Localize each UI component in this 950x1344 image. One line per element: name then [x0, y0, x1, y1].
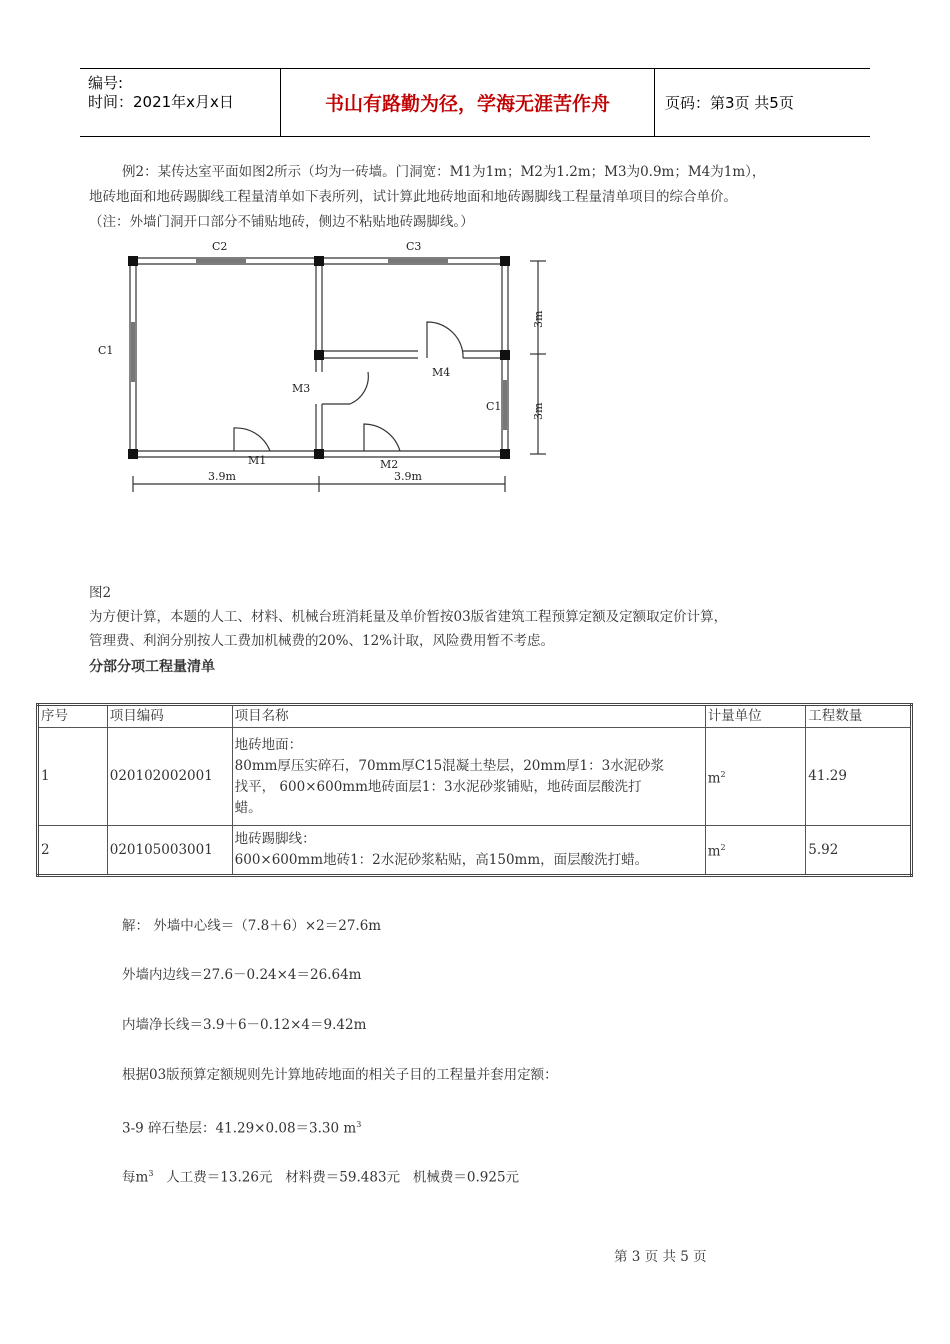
page-header — [80, 68, 870, 137]
page-info-text: 页码：第3页 共5页 — [665, 94, 794, 112]
header-meta — [80, 69, 281, 136]
column — [128, 449, 138, 459]
solution-line-3: 内墙净长线＝3.9＋6－0.12×4＝9.42m — [122, 1017, 367, 1033]
quantity-table — [36, 703, 913, 877]
solution-line-6 — [122, 1165, 519, 1187]
label-c1-right: C1 — [486, 400, 502, 413]
row-name-line: 80mm厚压实碎石，70mm厚C15混凝土垫层，20mm厚1：3水泥砂浆 — [234, 757, 665, 774]
row-name — [232, 728, 705, 826]
row-qty: 5.92 — [806, 826, 912, 876]
row-name-line: 地砖地面： — [234, 736, 303, 753]
figure-caption: 图2 — [89, 585, 112, 601]
column — [128, 256, 138, 266]
label-m3: M3 — [292, 382, 311, 395]
label-dim-v1: 3m — [532, 310, 545, 328]
column — [500, 449, 510, 459]
row-name-line: 蜡。 — [234, 799, 262, 816]
unit-text: m — [707, 843, 721, 860]
window-c3 — [388, 259, 448, 263]
window-c2 — [196, 259, 246, 263]
time-label: 时间：2021年x月x日 — [88, 93, 234, 111]
code-label: 编号: — [88, 74, 124, 92]
solution-line-5 — [122, 1116, 361, 1138]
door-m4-arc — [427, 322, 463, 358]
door-m3-arc — [322, 372, 368, 404]
row-name-line: 600×600mm地砖1：2水泥砂浆粘贴，高150mm，面层酸洗打蜡。 — [234, 852, 649, 868]
door-m1-arc — [234, 428, 270, 451]
header-no: 序号 — [38, 705, 108, 728]
header-page-info — [655, 69, 870, 136]
label-c1: C1 — [98, 344, 114, 357]
label-dim-v2: 3m — [532, 402, 545, 420]
row-no: 1 — [38, 728, 108, 826]
solution-line-1: 解： 外墙中心线＝（7.8＋6）×2＝27.6m — [122, 918, 382, 934]
solution-line-5-sup: 3 — [356, 1120, 362, 1129]
intro-line-1: 例2：某传达室平面如图2所示（均为一砖墙。门洞宽：M1为1m；M2为1.2m；M3为0.9m；M4为1m）， — [122, 164, 766, 180]
row-code: 020102002001 — [107, 728, 232, 826]
unit-sup: 2 — [720, 769, 726, 779]
solution-line-6-text: 人工费＝13.26元 材料费＝59.483元 机械费＝0.925元 — [153, 1169, 520, 1186]
unit-text: m — [707, 770, 721, 787]
solution-line-2: 外墙内边线＝27.6－0.24×4＝26.64m — [122, 967, 362, 983]
header-qty: 工程数量 — [806, 705, 912, 728]
header-code: 项目编码 — [107, 705, 232, 728]
header-name: 项目名称 — [232, 705, 705, 728]
table-title: 分部分项工程量清单 — [89, 659, 215, 675]
column — [500, 256, 510, 266]
unit-sup: 2 — [720, 843, 726, 853]
row-qty: 41.29 — [806, 728, 912, 826]
label-m4: M4 — [432, 366, 451, 379]
column — [314, 350, 324, 360]
solution-line-6-sup: 3 — [148, 1169, 154, 1178]
solution-line-4: 根据03版预算定额规则先计算地砖地面的相关子目的工程量并套用定额： — [122, 1067, 558, 1083]
window-c1-right — [503, 380, 507, 430]
label-dim-left: 3.9m — [208, 470, 236, 483]
label-m1: M1 — [248, 454, 267, 467]
column — [500, 350, 510, 360]
window-c1-left — [131, 322, 135, 382]
solution-line-5-text: 3-9 碎石垫层：41.29×0.08＝3.30 m — [122, 1120, 357, 1137]
row-code: 020105003001 — [107, 826, 232, 876]
label-m2: M2 — [380, 458, 399, 471]
label-c3: C3 — [406, 240, 422, 253]
column — [314, 449, 324, 459]
door-m2-arc — [364, 424, 400, 451]
row-no: 2 — [38, 826, 108, 876]
header-motto: 书山有路勤为径，学海无涯苦作舟 — [281, 69, 655, 136]
row-unit — [705, 728, 806, 826]
column — [314, 256, 324, 266]
intro-line-2: 地砖地面和地砖踢脚线工程量清单如下表所列，试计算此地砖地面和地砖踢脚线工程量清单项目的综合单价。 — [89, 189, 737, 205]
label-c2: C2 — [212, 240, 228, 253]
table-row — [38, 826, 912, 876]
floor-plan-figure — [88, 232, 568, 512]
table-header-row — [38, 705, 912, 728]
row-unit — [705, 826, 806, 876]
row-name — [232, 826, 705, 876]
intro-line-3: （注：外墙门洞开口部分不铺贴地砖，侧边不粘贴地砖踢脚线。） — [89, 214, 474, 230]
page-footer: 第 3 页 共 5 页 — [614, 1249, 707, 1265]
label-dim-right: 3.9m — [394, 470, 422, 483]
row-name-line: 找平， 600×600mm地砖面层1：3水泥砂浆铺贴，地砖面层酸洗打 — [234, 778, 642, 795]
solution-line-6-prefix: 每m — [122, 1169, 149, 1186]
header-unit: 计量单位 — [705, 705, 806, 728]
note-line-1: 为方便计算，本题的人工、材料、机械台班消耗量及单价暂按03版省建筑工程预算定额及定额取定价计算， — [89, 609, 728, 625]
row-name-line: 地砖踢脚线： — [234, 831, 316, 847]
table-row — [38, 728, 912, 826]
note-line-2: 管理费、利润分别按人工费加机械费的20%、12%计取，风险费用暂不考虑。 — [89, 633, 555, 649]
